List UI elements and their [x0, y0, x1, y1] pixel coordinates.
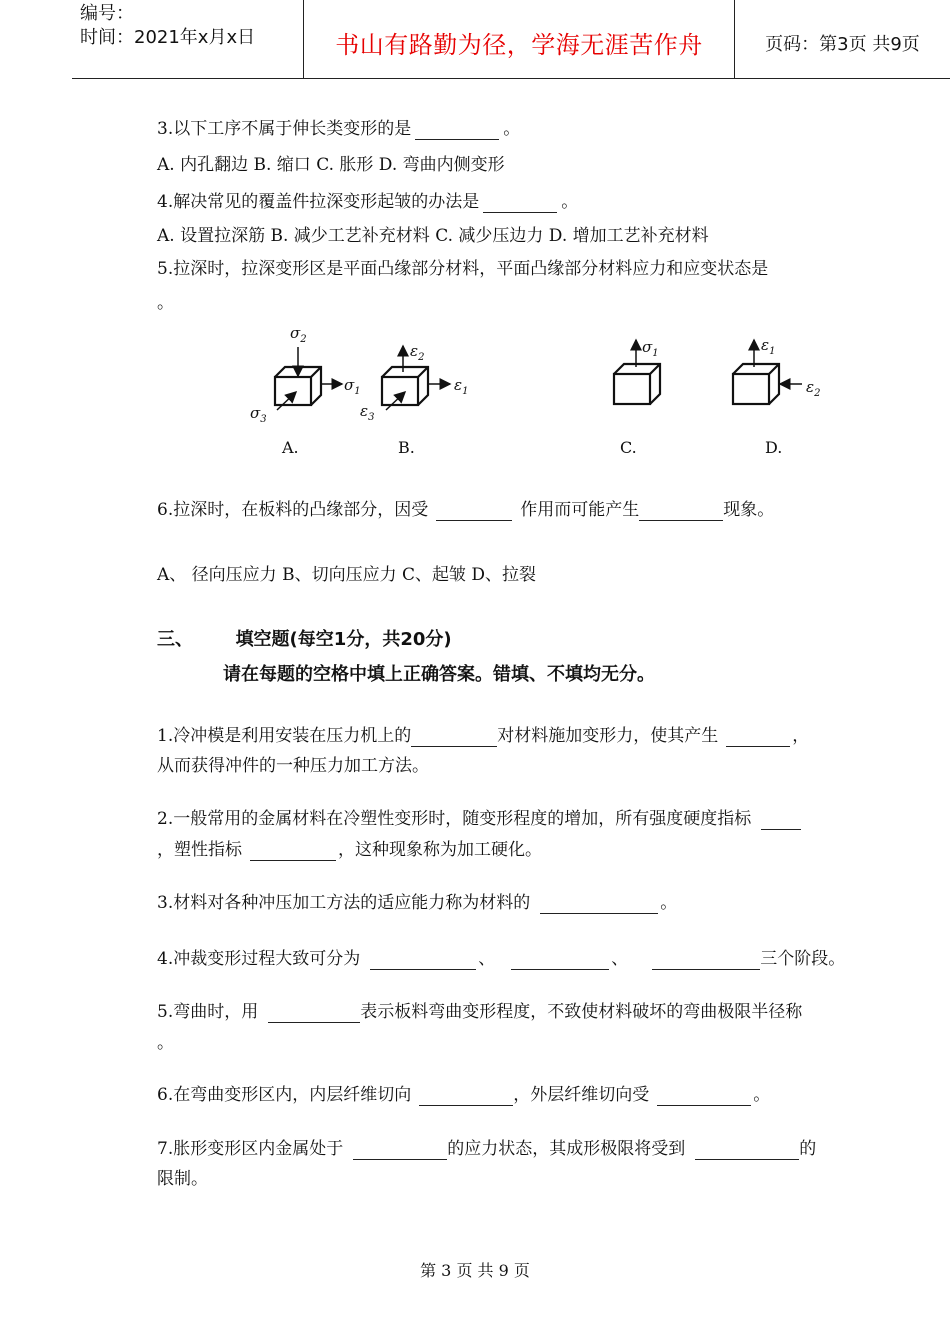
svg-text:ε3: $\varepsilon_3$ [360, 402, 375, 423]
doc-number-label: 编号： [80, 3, 134, 24]
question-6: 6.拉深时，在板料的凸缘部分，因受 作用而可能产生 现象。 [157, 500, 775, 520]
answer-blank[interactable] [415, 122, 499, 140]
fill-question-6: 6.在弯曲变形区内，内层纤维切向 ，外层纤维切向受 。 [157, 1085, 771, 1105]
section-3-instruction: 请在每题的空格中填上正确答案。错填、不填均无分。 [223, 664, 655, 685]
answer-blank[interactable] [639, 503, 723, 521]
answer-blank[interactable] [419, 1088, 513, 1106]
answer-blank[interactable] [652, 952, 760, 970]
figure-label-b: B. [398, 438, 415, 457]
fill-question-7-cont: 限制。 [157, 1169, 208, 1189]
header-page-number: 页码：第3页 共9页 [765, 34, 920, 55]
fill-question-5: 5.弯曲时，用 表示板料弯曲变形程度，不致使材料破坏的弯曲极限半径称 [157, 1002, 803, 1022]
fill-question-1-cont: 从而获得冲件的一种压力加工方法。 [157, 756, 429, 776]
question-4-options: A. 设置拉深筋 B. 减少工艺补充材料 C. 减少压边力 D. 增加工艺补充材料 [157, 226, 709, 246]
answer-blank[interactable] [268, 1005, 360, 1023]
svg-text:σ1: $\sigma_1$ [344, 376, 361, 397]
fill-question-7: 7.胀形变形区内金属处于 的应力状态，其成形极限将受到 的 [157, 1139, 817, 1159]
question-5: 5.拉深时，拉深变形区是平面凸缘部分材料，平面凸缘部分材料应力和应变状态是 [157, 259, 769, 279]
svg-text:σ3: $\sigma_3$ [250, 404, 267, 425]
svg-text:ε2: $\varepsilon_2$ [410, 342, 425, 363]
answer-blank[interactable] [540, 896, 658, 914]
fill-question-5-cont: 。 [157, 1033, 174, 1053]
answer-blank[interactable] [250, 843, 336, 861]
svg-text:σ2: $\sigma_2$ [290, 324, 307, 345]
answer-blank[interactable] [436, 503, 512, 521]
fill-question-1: 1.冷冲模是利用安装在压力机上的 对材料施加变形力，使其产生 ， [157, 726, 810, 746]
svg-text:σ1: $\sigma_1$ [642, 338, 659, 359]
fill-question-4: 4.冲裁变形过程大致可分为 、 、 三个阶段。 [157, 949, 846, 969]
header-meta [80, 2, 255, 50]
stress-strain-figure [230, 322, 850, 432]
fill-question-3: 3.材料对各种冲压加工方法的适应能力称为材料的 。 [157, 893, 678, 913]
answer-blank[interactable] [761, 812, 801, 830]
header-bottom-rule [72, 78, 950, 79]
section-3-heading: 三、 填空题(每空1分，共20分) [157, 629, 452, 650]
svg-text:ε2: $\varepsilon_2$ [806, 378, 821, 399]
answer-blank[interactable] [483, 195, 557, 213]
question-3-options: A. 内孔翻边 B. 缩口 C. 胀形 D. 弯曲内侧变形 [157, 155, 505, 175]
svg-text:ε1: $\varepsilon_1$ [454, 376, 469, 397]
fill-question-2: 2.一般常用的金属材料在冷塑性变形时，随变形程度的增加，所有强度硬度指标 [157, 808, 801, 830]
question-6-options: A、 径向压应力 B、切向压应力 C、起皱 D、拉裂 [157, 565, 537, 585]
answer-blank[interactable] [726, 729, 790, 747]
cube-b [382, 367, 428, 405]
answer-blank[interactable] [353, 1142, 447, 1160]
answer-blank[interactable] [657, 1088, 751, 1106]
doc-date: 时间：2021年x月x日 [80, 27, 256, 48]
header-motto: 书山有路勤为径，学海无涯苦作舟 [335, 31, 703, 59]
fill-question-2-cont: ，塑性指标 ，这种现象称为加工硬化。 [157, 840, 542, 860]
cube-c [614, 364, 660, 404]
answer-blank[interactable] [511, 952, 609, 970]
cube-d [733, 364, 779, 404]
question-5-end: 。 [157, 293, 174, 313]
answer-blank[interactable] [695, 1142, 799, 1160]
figure-label-c: C. [620, 438, 637, 457]
answer-blank[interactable] [411, 729, 497, 747]
question-3: 3.以下工序不属于伸长类变形的是 。 [157, 119, 521, 139]
question-4: 4.解决常见的覆盖件拉深变形起皱的办法是 。 [157, 192, 579, 212]
figure-label-d: D. [765, 438, 783, 457]
answer-blank[interactable] [370, 952, 476, 970]
svg-text:ε1: $\varepsilon_1$ [761, 336, 776, 357]
figure-label-a: A. [282, 438, 299, 457]
page-footer: 第 3 页 共 9 页 [420, 1261, 530, 1280]
